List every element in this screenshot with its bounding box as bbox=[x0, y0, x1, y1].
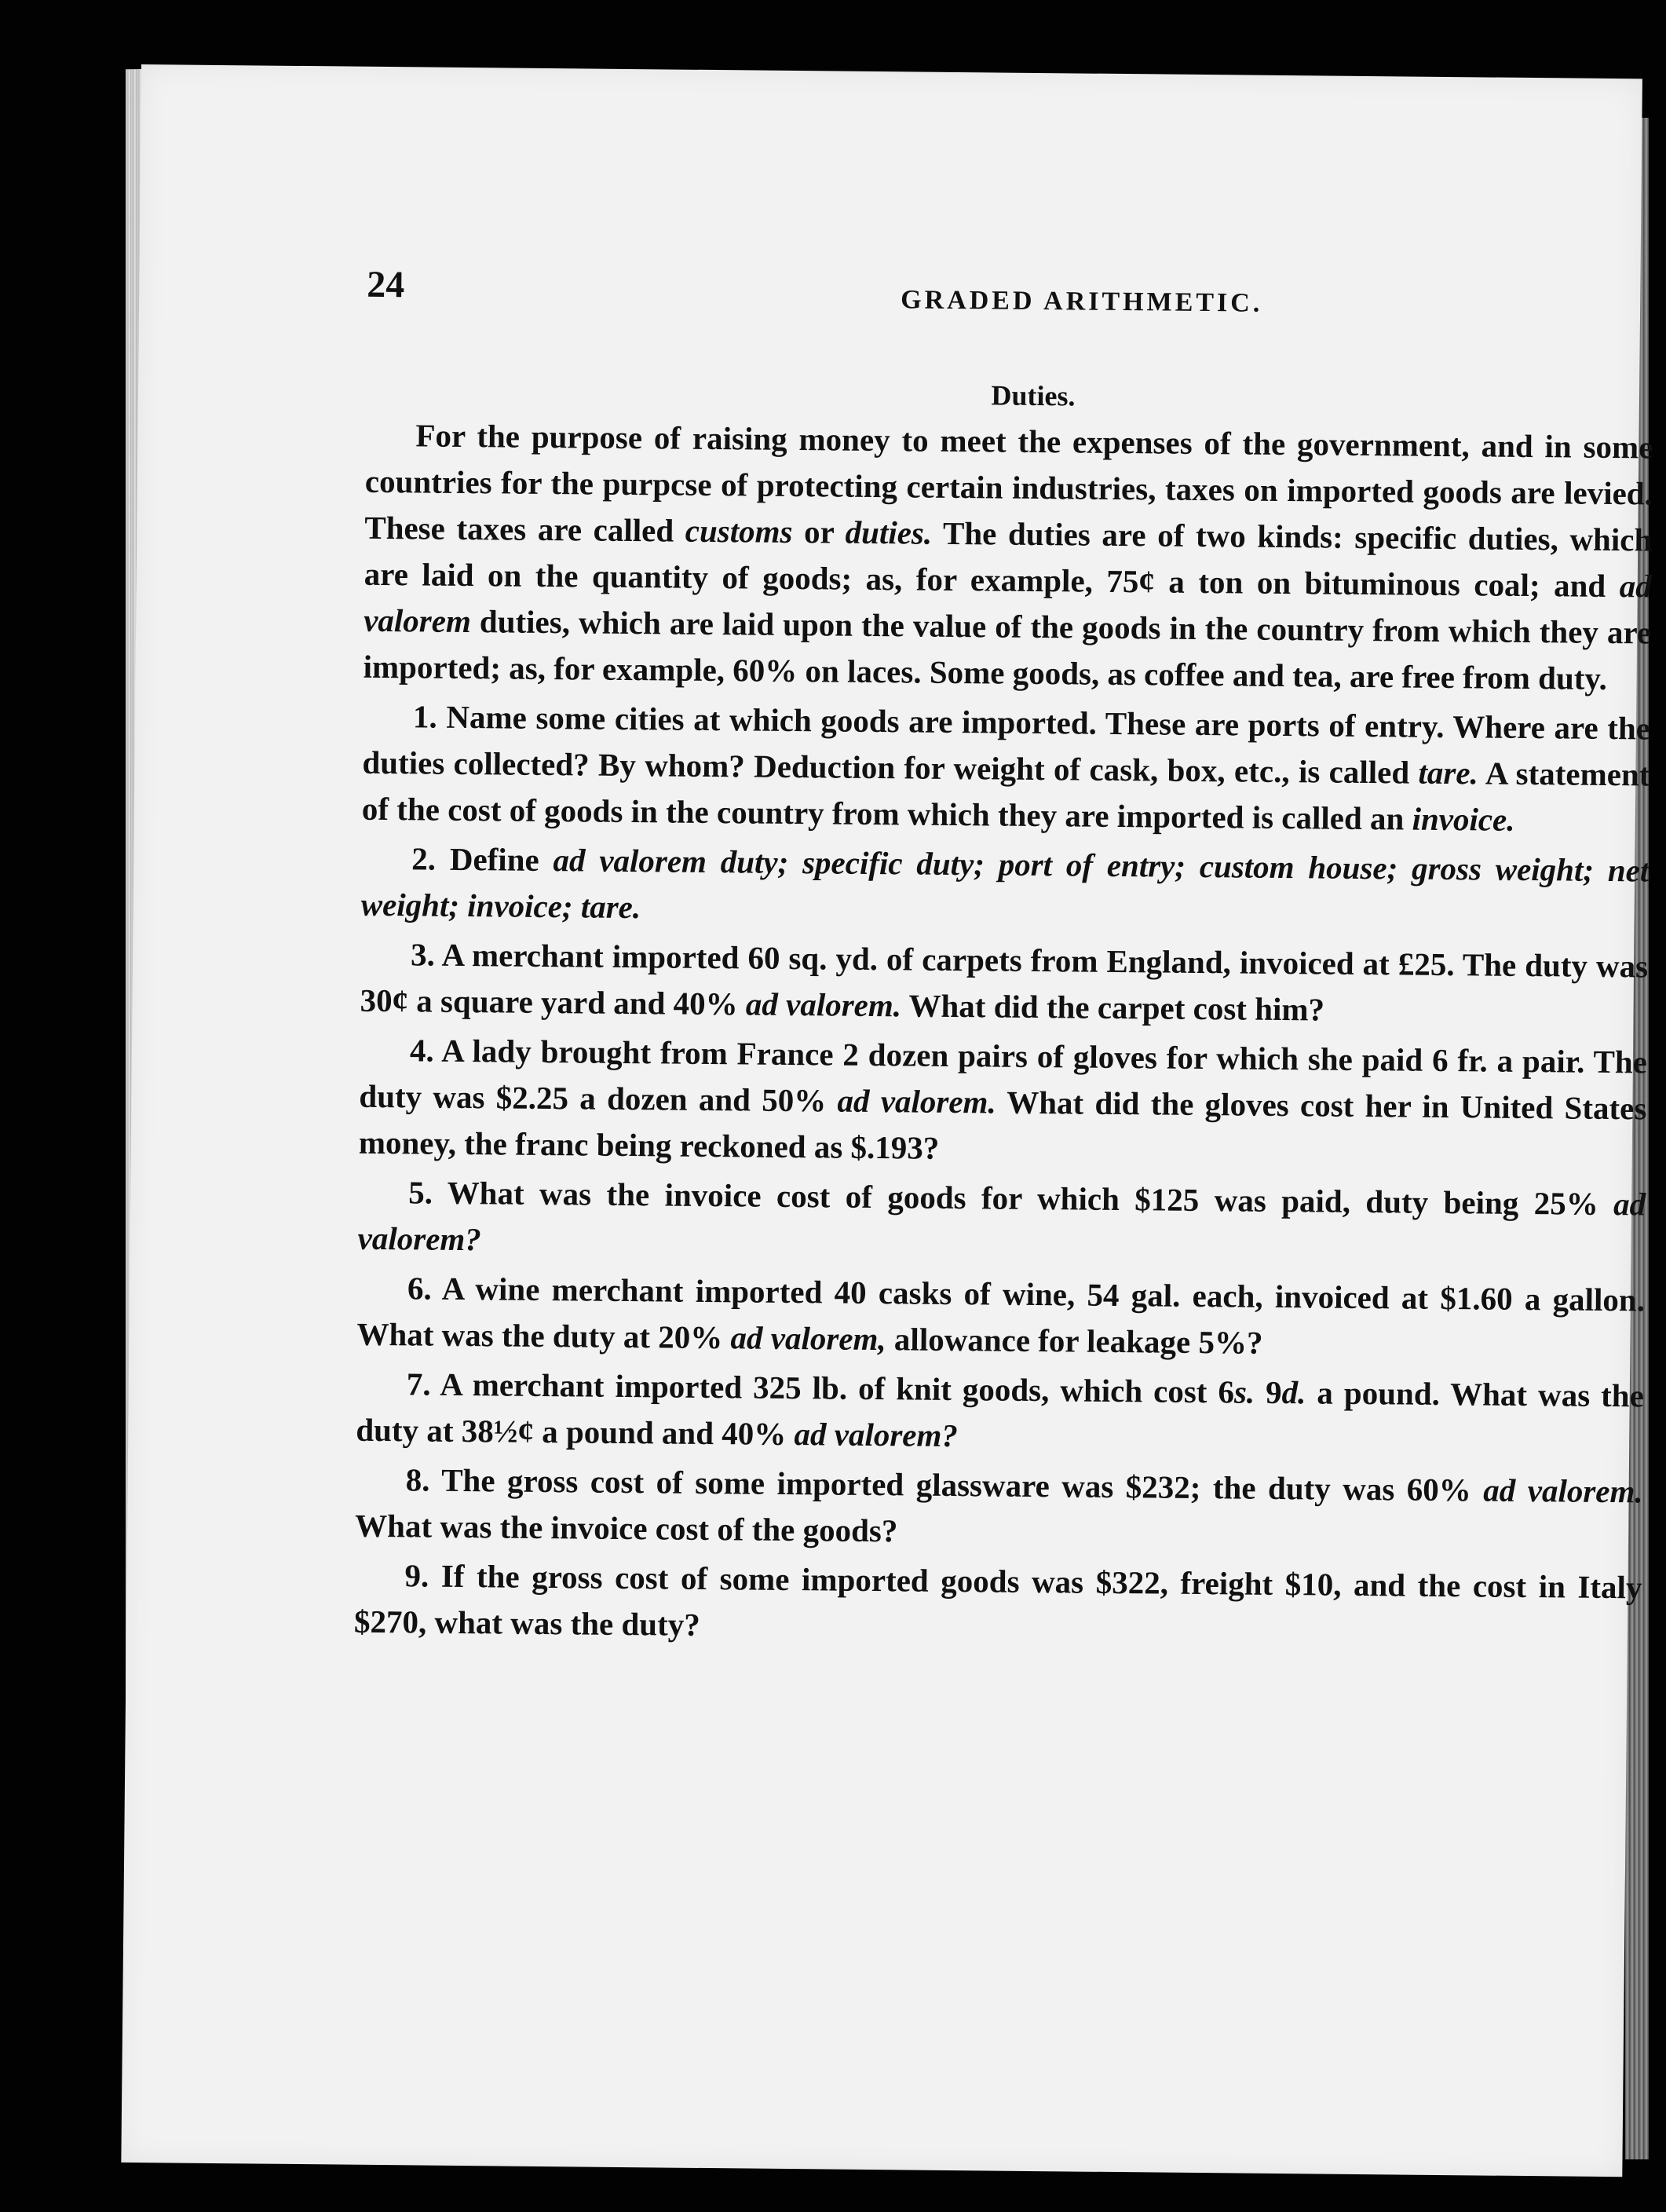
exercise-4: 4. A lady brought from France 2 dozen pairs of gloves for which she paid 6 fr. a pair. The duty was $2.25 a dozen and 50% ad valorem. What did the gloves cost her in United States money, the franc being reckoned as $.193? bbox=[358, 1032, 1648, 1166]
book-page bbox=[121, 64, 1653, 2177]
exercise-number: 9. bbox=[404, 1557, 429, 1594]
exercise-number: 4. bbox=[409, 1032, 434, 1069]
book-title: GRADED ARITHMETIC. bbox=[900, 285, 1263, 318]
exercise-3: 3. A merchant imported 60 sq. yd. of carpets from England, invoiced at £25. The duty was 30¢ a square yard and 40% ad valorem. What did the carpet cost him? bbox=[360, 936, 1649, 1028]
page-number: 24 bbox=[367, 263, 405, 306]
exercise-1: 1. Name some cities at which goods are imported. These are ports of entry. Where are the duties collected? By whom? Deduction for weight of cask, box, etc., is called tare. A statement of the cost of goods in the country from which they are imported is called an invoice. bbox=[361, 698, 1651, 838]
exercise-number: 1. bbox=[412, 698, 438, 735]
exercise-5: 5. What was the invoice cost of goods for which $125 was paid, duty being 25% ad valorem? bbox=[357, 1174, 1646, 1258]
exercise-2: 2. Define ad valorem duty; specific duty; port of entry; custom house; gross weight; net weight; invoice; tare. bbox=[360, 840, 1650, 926]
body-text bbox=[354, 412, 1653, 1661]
running-head bbox=[367, 263, 1655, 331]
exercise-number: 3. bbox=[410, 936, 436, 973]
page-content bbox=[353, 263, 1655, 1643]
intro-paragraph: For the purpose of raising money to meet the expenses of the government, and in some countries for the purpcse of protecting certain industries, taxes on imported goods are levied. These taxes are called customs or duties. The duties are of two kinds: specific duties, which are laid on the quantity of goods; as, for example, 75¢ a ton on bituminous coal; and ad valorem duties, which are laid upon the value of the goods in the country from which they are imported; as, for example, 60% on laces. Some goods, as coffee and tea, are free from duty. bbox=[363, 417, 1653, 697]
exercise-number: 2. bbox=[411, 840, 437, 877]
exercise-number: 5. bbox=[408, 1174, 433, 1211]
exercise-8: 8. The gross cost of some imported glassware was $232; the duty was 60% ad valorem. What was the invoice cost of the goods? bbox=[354, 1461, 1643, 1549]
exercise-number: 7. bbox=[406, 1366, 431, 1402]
exercise-number: 6. bbox=[407, 1270, 433, 1307]
exercise-7: 7. A merchant imported 325 lb. of knit goods, which cost 6s. 9d. a pound. What was the duty at 38½¢ a pound and 40% ad valorem? bbox=[356, 1366, 1645, 1454]
section-title: Duties. bbox=[991, 379, 1076, 412]
exercise-6: 6. A wine merchant imported 40 casks of wine, 54 gal. each, invoiced at $1.60 a gallon. What was the duty at 20% ad valorem, allowance for leakage 5%? bbox=[356, 1270, 1646, 1361]
exercise-number: 8. bbox=[405, 1461, 430, 1498]
exercise-9: 9. If the gross cost of some imported goods was $322, freight $10, and the cost in Italy $270, what was the duty? bbox=[353, 1557, 1642, 1643]
